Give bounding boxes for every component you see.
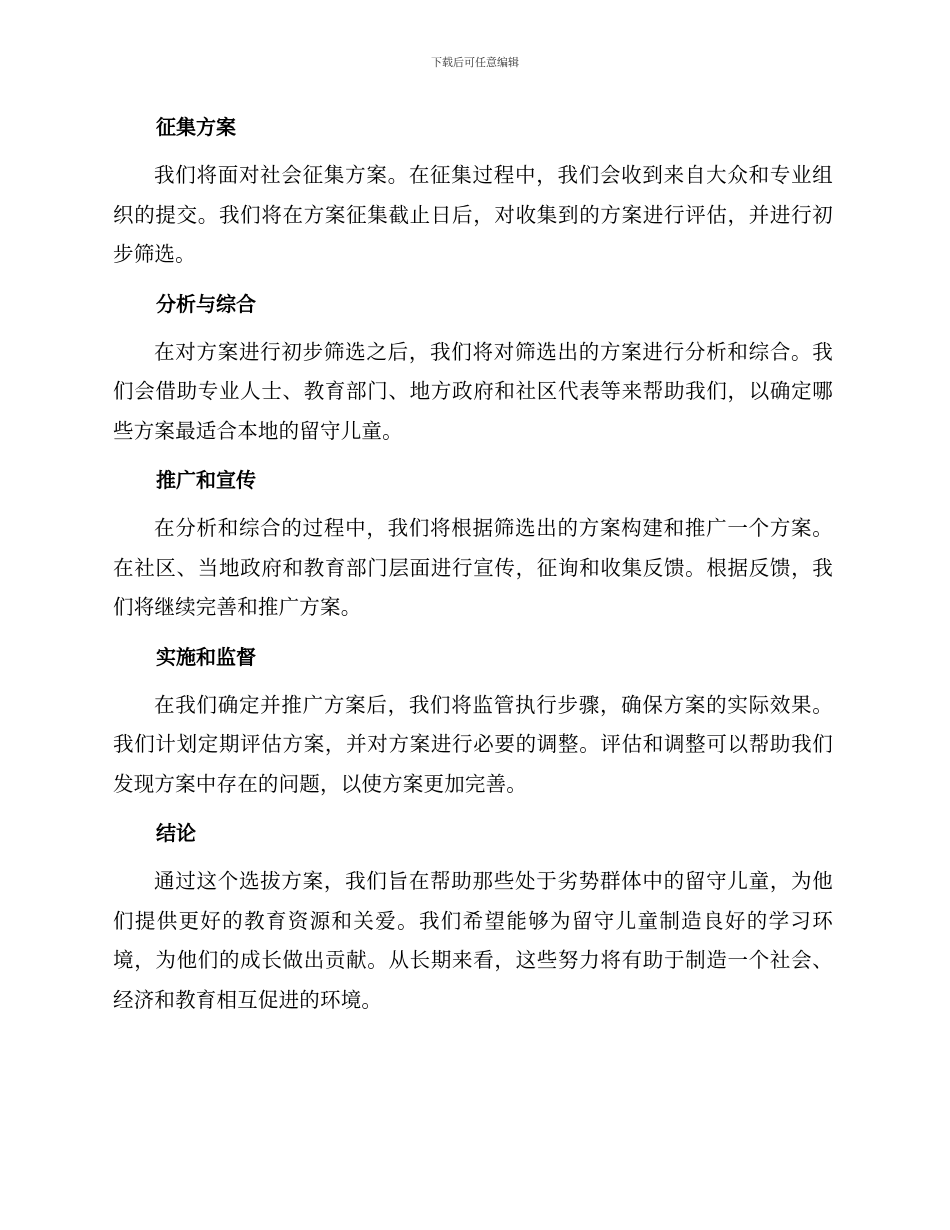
section-heading: 征集方案 (156, 115, 236, 139)
section-analysis (113, 285, 833, 452)
section-paragraph: 我们将面对社会征集方案。在征集过程中，我们会收到来自大众和专业组织的提交。我们将在方案征集截止日后，对收集到的方案进行评估，并进行初步筛选。 (113, 163, 833, 266)
section-solicitation (113, 108, 833, 275)
section-paragraph: 在分析和综合的过程中，我们将根据筛选出的方案构建和推广一个方案。在社区、当地政府和教育部门层面进行宣传，征询和收集反馈。根据反馈，我们将继续完善和推广方案。 (113, 516, 833, 619)
section-paragraph: 在我们确定并推广方案后，我们将监管执行步骤，确保方案的实际效果。我们计划定期评估方案，并对方案进行必要的调整。评估和调整可以帮助我们发现方案中存在的问题，以使方案更加完善。 (113, 692, 833, 796)
document-body (113, 108, 833, 1030)
section-implementation (113, 638, 833, 805)
section-heading: 结论 (156, 821, 196, 845)
section-heading: 分析与综合 (156, 291, 256, 316)
section-heading: 实施和监督 (156, 644, 256, 669)
section-paragraph: 在对方案进行初步筛选之后，我们将对筛选出的方案进行分析和综合。我们会借助专业人士、教育部门、地方政府和社区代表等来帮助我们，以确定哪些方案最适合本地的留守儿童。 (113, 339, 833, 443)
section-conclusion (113, 814, 833, 1020)
section-heading: 推广和宣传 (156, 468, 256, 492)
page-header: 下载后可任意编辑 (431, 56, 519, 69)
section-promotion (113, 461, 833, 628)
section-paragraph: 通过这个选拔方案，我们旨在帮助那些处于劣势群体中的留守儿童，为他们提供更好的教育资源和关爱。我们希望能够为留守儿童制造良好的学习环境，为他们的成长做出贡献。从长期来看，这些努力将有助于制造一个社会、经济和教育相互促进的环境。 (113, 869, 833, 1012)
